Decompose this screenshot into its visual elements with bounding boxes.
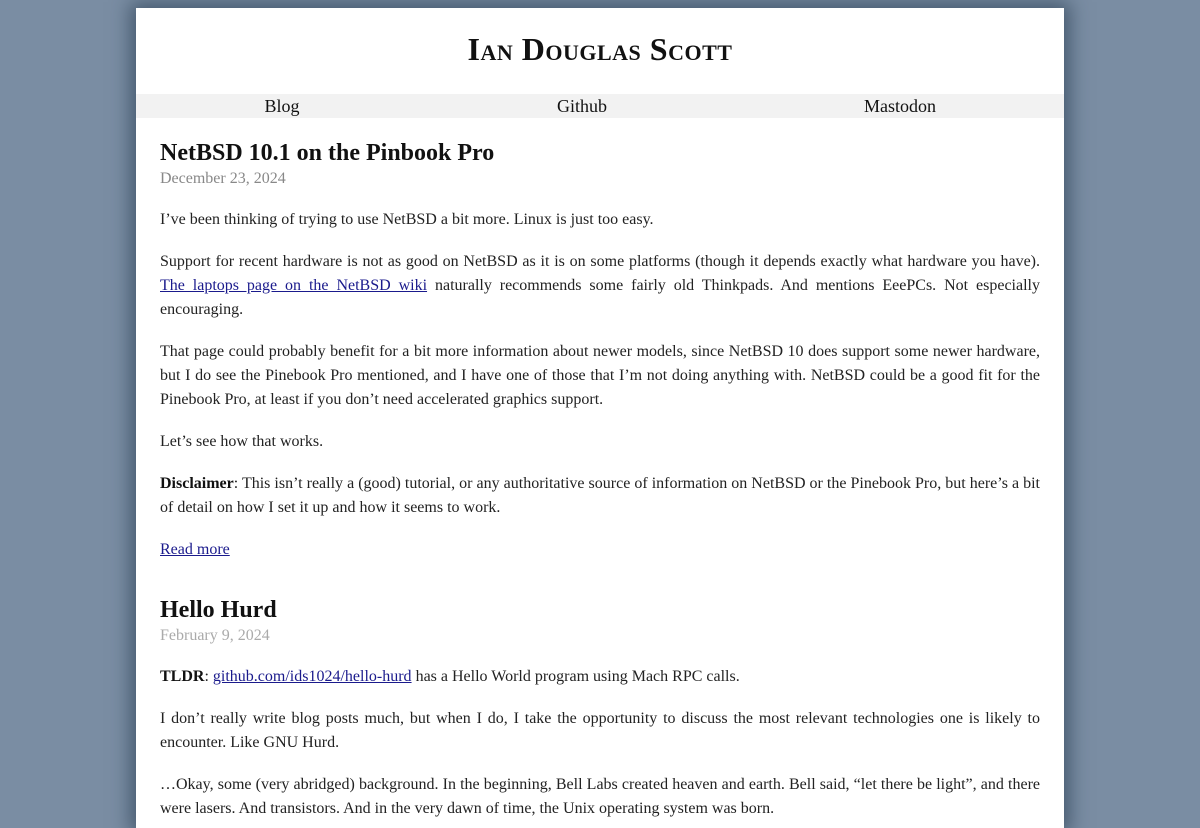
- post-date: December 23, 2024: [160, 170, 286, 187]
- nav-link-mastodon[interactable]: Mastodon: [864, 96, 936, 116]
- paragraph-text: naturally recommends some fairly old Thinkpads. And mentions EeePCs. Not especially encouraging.: [160, 277, 1040, 318]
- post-paragraph: [160, 665, 1040, 689]
- post-list: [160, 138, 1040, 821]
- post-paragraph: I don’t really write blog posts much, but when I do, I take the opportunity to discuss the most relevant technologies one is likely to encounter. Like GNU Hurd.: [160, 710, 1040, 751]
- paragraph-text: :: [204, 668, 213, 685]
- paragraph-text: has a Hello World program using Mach RPC calls.: [411, 668, 740, 685]
- nav-link-blog[interactable]: Blog: [264, 96, 300, 116]
- paragraph-text: : This isn’t really a (good) tutorial, or any authoritative source of information on NetBSD or the Pinebook Pro, but here’s a bit of detail on how I set it up and how it seems to work.: [160, 475, 1040, 516]
- read-more-paragraph: [160, 538, 1040, 562]
- nav-link-github[interactable]: Github: [556, 96, 608, 116]
- post-paragraph: …Okay, some (very abridged) background. In the beginning, Bell Labs created heaven and earth. Bell said, “let there be light”, and there were lasers. And transistors. And in the very dawn of time, the Unix operating system was born.: [160, 776, 1040, 817]
- netbsd-wiki-laptops-link[interactable]: The laptops page on the NetBSD wiki: [160, 277, 428, 294]
- post-title[interactable]: Hello Hurd: [160, 597, 277, 623]
- page-container: [136, 8, 1064, 828]
- post-title[interactable]: NetBSD 10.1 on the Pinbook Pro: [160, 140, 495, 166]
- paragraph-text: Support for recent hardware is not as good on NetBSD as it is on some platforms (though it depends exactly what hardware you have).: [160, 253, 1040, 270]
- post-paragraph: Let’s see how that works.: [160, 433, 324, 450]
- site-header: [136, 8, 1064, 94]
- post-paragraph: [160, 472, 1040, 520]
- post-paragraph: [160, 250, 1040, 322]
- site-title[interactable]: Ian Douglas Scott: [467, 31, 733, 67]
- post-netbsd: [160, 138, 1040, 562]
- post-paragraph: I’ve been thinking of trying to use NetBSD a bit more. Linux is just too easy.: [160, 211, 654, 228]
- post-date: February 9, 2024: [160, 627, 270, 644]
- hello-hurd-repo-link[interactable]: github.com/ids1024/hello-hurd: [212, 668, 412, 685]
- main-nav: [136, 94, 1064, 118]
- tldr-label: TLDR: [160, 668, 205, 685]
- post-paragraph: That page could probably benefit for a bit more information about newer models, since NetBSD 10 does support some newer hardware, but I do see the Pinebook Pro mentioned, and I have one of those that I’m not doing anything with. NetBSD could be a good fit for the Pinebook Pro, at least if you don’t need accelerated graphics support.: [160, 343, 1040, 408]
- disclaimer-label: Disclaimer: [160, 475, 234, 492]
- post-hello-hurd: [160, 595, 1040, 821]
- read-more-link[interactable]: Read more: [160, 541, 230, 558]
